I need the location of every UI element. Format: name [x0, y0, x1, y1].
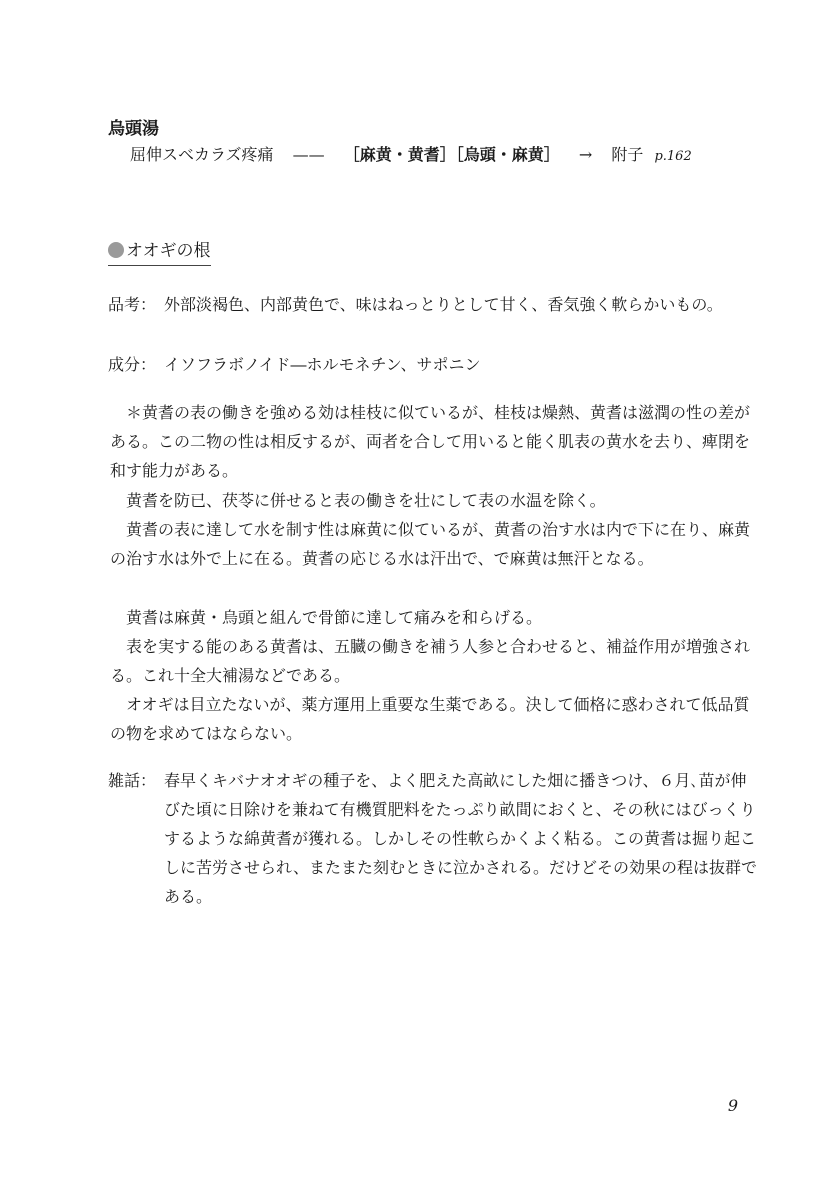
indication: 屈伸スベカラズ疼痛: [130, 145, 274, 164]
target-herb: 附子: [611, 145, 644, 164]
paragraph: ＊黄耆の表の働きを強める効は桂枝に似ているが、桂枝は燥熱、黄耆は滋潤の性の差がある。この二物の性は相反するが、両者を合して用いると能く肌表の黄水を去り、痺閉を和す能力がある。: [110, 403, 751, 480]
field-seibun: [108, 350, 760, 379]
field-label: 成分：: [108, 355, 157, 374]
field-label: 品考：: [108, 295, 157, 314]
field-text: イソフラボノイド―ホルモネチン、サポニン: [164, 355, 481, 374]
section-heading-text: オオギの根: [126, 241, 211, 261]
formula-line: [130, 142, 692, 165]
section-heading: [108, 236, 211, 266]
page-reference: p.162: [654, 149, 692, 164]
paragraph: 黄耆の表に達して水を制す性は麻黄に似ているが、黄耆の治す水は内で下に在り、麻黄の治す水は外で上に在る。黄耆の応じる水は汗出で、で麻黄は無汗となる。: [110, 520, 751, 568]
field-label: 雑話：: [108, 771, 157, 790]
paragraph: 黄耆は麻黄・烏頭と組んで骨節に達して痛みを和らげる。: [126, 608, 543, 627]
dash: ——: [292, 145, 325, 164]
paragraph: 表を実する能のある黄耆は、五臓の働きを補う人参と合わせると、補益作用が増強される。これ十全大補湯などである。: [110, 637, 751, 685]
field-anecdote: [108, 766, 760, 911]
formula-title: 烏頭湯: [108, 119, 159, 139]
arrow-icon: →: [578, 145, 593, 164]
page-number: 9: [727, 1096, 738, 1115]
herb-pair-2: ［烏頭・麻黄］: [455, 145, 560, 164]
field-text: 外部淡褐色、内部黄色で、味はねっとりとして甘く、香気強く軟らかいもの。: [164, 295, 723, 314]
field-hinko: [108, 290, 760, 319]
field-text: 春早くキバナオオギの種子を、よく肥えた高畝にした畑に播きつけ、６月､苗が伸びた頃に日除けを兼ねて有機質肥料をたっぷり畝間におくと、その秋にはびっくりするような綿黄耆が獲れる。しかしその性軟らかくよく粘る。この黄耆は掘り起こしに苦労させられ、またまた刻むときに泣かされる。だけどその効果の程は抜群である。: [164, 771, 757, 906]
bullet-circle-icon: [108, 242, 124, 258]
paragraph: オオギは目立たないが、薬方運用上重要な生薬である。決して価格に惑わされて低品質の物を求めてはならない。: [110, 695, 750, 743]
herb-pair-1: ［麻黄・黄耆］: [343, 145, 456, 164]
paragraph: 黄耆を防已、茯苓に併せると表の働きを壮にして表の水温を除く。: [126, 491, 606, 510]
